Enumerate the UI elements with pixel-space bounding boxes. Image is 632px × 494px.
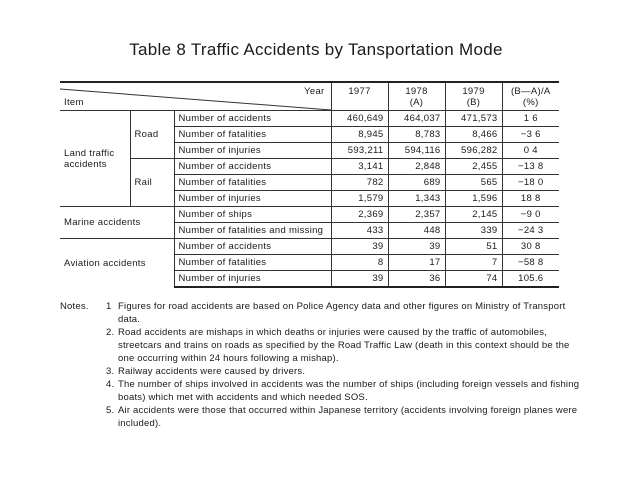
row-label: Number of accidents bbox=[174, 239, 331, 255]
header-diagonal-cell bbox=[60, 82, 331, 111]
note-item bbox=[60, 326, 580, 365]
cell-1977: 2,369 bbox=[331, 207, 388, 223]
table-row bbox=[60, 239, 559, 255]
cell-1978: 39 bbox=[388, 239, 445, 255]
cell-1977: 39 bbox=[331, 239, 388, 255]
row-label: Number of ships bbox=[174, 207, 331, 223]
cell-ratio: −13 8 bbox=[502, 159, 559, 175]
cell-1978: 8,783 bbox=[388, 127, 445, 143]
cell-1978: 2,357 bbox=[388, 207, 445, 223]
notes-lead: Notes. bbox=[60, 301, 89, 312]
item-label: Item bbox=[64, 97, 84, 108]
cell-1977: 433 bbox=[331, 223, 388, 239]
row-label: Number of injuries bbox=[174, 191, 331, 207]
row-label: Number of injuries bbox=[174, 143, 331, 159]
table-row bbox=[60, 207, 559, 223]
cell-1978: 689 bbox=[388, 175, 445, 191]
marine-group-label: Marine accidents bbox=[60, 207, 174, 239]
note-number: 3. bbox=[106, 366, 115, 377]
cell-ratio: −9 0 bbox=[502, 207, 559, 223]
cell-1977: 782 bbox=[331, 175, 388, 191]
cell-ratio: 105.6 bbox=[502, 271, 559, 288]
cell-1978: 464,037 bbox=[388, 111, 445, 127]
cell-1979: 471,573 bbox=[445, 111, 502, 127]
cell-ratio: 30 8 bbox=[502, 239, 559, 255]
cell-1977: 3,141 bbox=[331, 159, 388, 175]
cell-1979: 565 bbox=[445, 175, 502, 191]
cell-1979: 2,455 bbox=[445, 159, 502, 175]
cell-1979: 7 bbox=[445, 255, 502, 271]
col-1977: 1977 bbox=[331, 82, 388, 111]
header-diagonal-line bbox=[60, 83, 331, 111]
cell-ratio: −3 6 bbox=[502, 127, 559, 143]
row-label: Number of fatalities bbox=[174, 127, 331, 143]
cell-1978: 594,116 bbox=[388, 143, 445, 159]
cell-ratio: −18 0 bbox=[502, 175, 559, 191]
cell-1977: 8 bbox=[331, 255, 388, 271]
cell-1979: 8,466 bbox=[445, 127, 502, 143]
cell-ratio: 0 4 bbox=[502, 143, 559, 159]
cell-1978: 2,848 bbox=[388, 159, 445, 175]
col-1978: 1978 (A) bbox=[388, 82, 445, 111]
table-row bbox=[60, 111, 559, 127]
note-text: Air accidents were those that occurred within Japanese territory (accidents involving foreign planes were included). bbox=[118, 405, 578, 429]
note-text: Figures for road accidents are based on Police Agency data and other figures on Ministry of Transport data. bbox=[118, 301, 566, 325]
header-row bbox=[60, 82, 559, 111]
col-ratio: (B—A)/A (%) bbox=[502, 82, 559, 111]
cell-ratio: −24 3 bbox=[502, 223, 559, 239]
cell-1979: 74 bbox=[445, 271, 502, 288]
cell-ratio: 1 6 bbox=[502, 111, 559, 127]
cell-1979: 1,596 bbox=[445, 191, 502, 207]
note-item bbox=[60, 365, 580, 378]
cell-1979: 339 bbox=[445, 223, 502, 239]
row-label: Number of fatalities and missing bbox=[174, 223, 331, 239]
col-1979: 1979 (B) bbox=[445, 82, 502, 111]
accidents-table bbox=[60, 81, 559, 288]
cell-1979: 596,282 bbox=[445, 143, 502, 159]
note-number: 5. bbox=[106, 405, 115, 416]
row-label: Number of fatalities bbox=[174, 175, 331, 191]
cell-1978: 36 bbox=[388, 271, 445, 288]
row-label: Number of accidents bbox=[174, 159, 331, 175]
note-text: Railway accidents were caused by drivers. bbox=[118, 366, 306, 377]
row-label: Number of accidents bbox=[174, 111, 331, 127]
cell-1978: 1,343 bbox=[388, 191, 445, 207]
row-label: Number of fatalities bbox=[174, 255, 331, 271]
row-label: Number of injuries bbox=[174, 271, 331, 288]
note-item bbox=[60, 300, 580, 326]
table-row bbox=[60, 159, 559, 175]
road-group-label: Road bbox=[130, 111, 174, 159]
note-text: The number of ships involved in accidents was the number of ships (including foreign vessels and fishing boats) which met with accidents and which needed SOS. bbox=[118, 379, 580, 403]
note-number: 1 bbox=[106, 301, 112, 312]
cell-1977: 593,211 bbox=[331, 143, 388, 159]
cell-1977: 8,945 bbox=[331, 127, 388, 143]
note-number: 4. bbox=[106, 379, 115, 390]
land-group-label: Land traffic accidents bbox=[60, 111, 130, 207]
notes-section bbox=[60, 300, 580, 430]
cell-1979: 2,145 bbox=[445, 207, 502, 223]
aviation-group-label: Aviation accidents bbox=[60, 239, 174, 288]
cell-ratio: 18 8 bbox=[502, 191, 559, 207]
cell-1978: 17 bbox=[388, 255, 445, 271]
cell-1977: 460,649 bbox=[331, 111, 388, 127]
cell-1977: 1,579 bbox=[331, 191, 388, 207]
table-title: Table 8 Traffic Accidents by Tansportation Mode bbox=[129, 40, 503, 59]
cell-ratio: −58 8 bbox=[502, 255, 559, 271]
cell-1977: 39 bbox=[331, 271, 388, 288]
year-label: Year bbox=[304, 86, 325, 97]
cell-1979: 51 bbox=[445, 239, 502, 255]
cell-1978: 448 bbox=[388, 223, 445, 239]
note-text: Road accidents are mishaps in which deaths or injuries were caused by the traffic of automobiles, streetcars and trains on roads as specified by the Road Traffic Law (death in this context should be the one occurring within 24 hours following a mishap). bbox=[118, 327, 570, 364]
note-item bbox=[60, 404, 580, 430]
note-item bbox=[60, 378, 580, 404]
rail-group-label: Rail bbox=[130, 159, 174, 207]
note-number: 2. bbox=[106, 327, 115, 338]
